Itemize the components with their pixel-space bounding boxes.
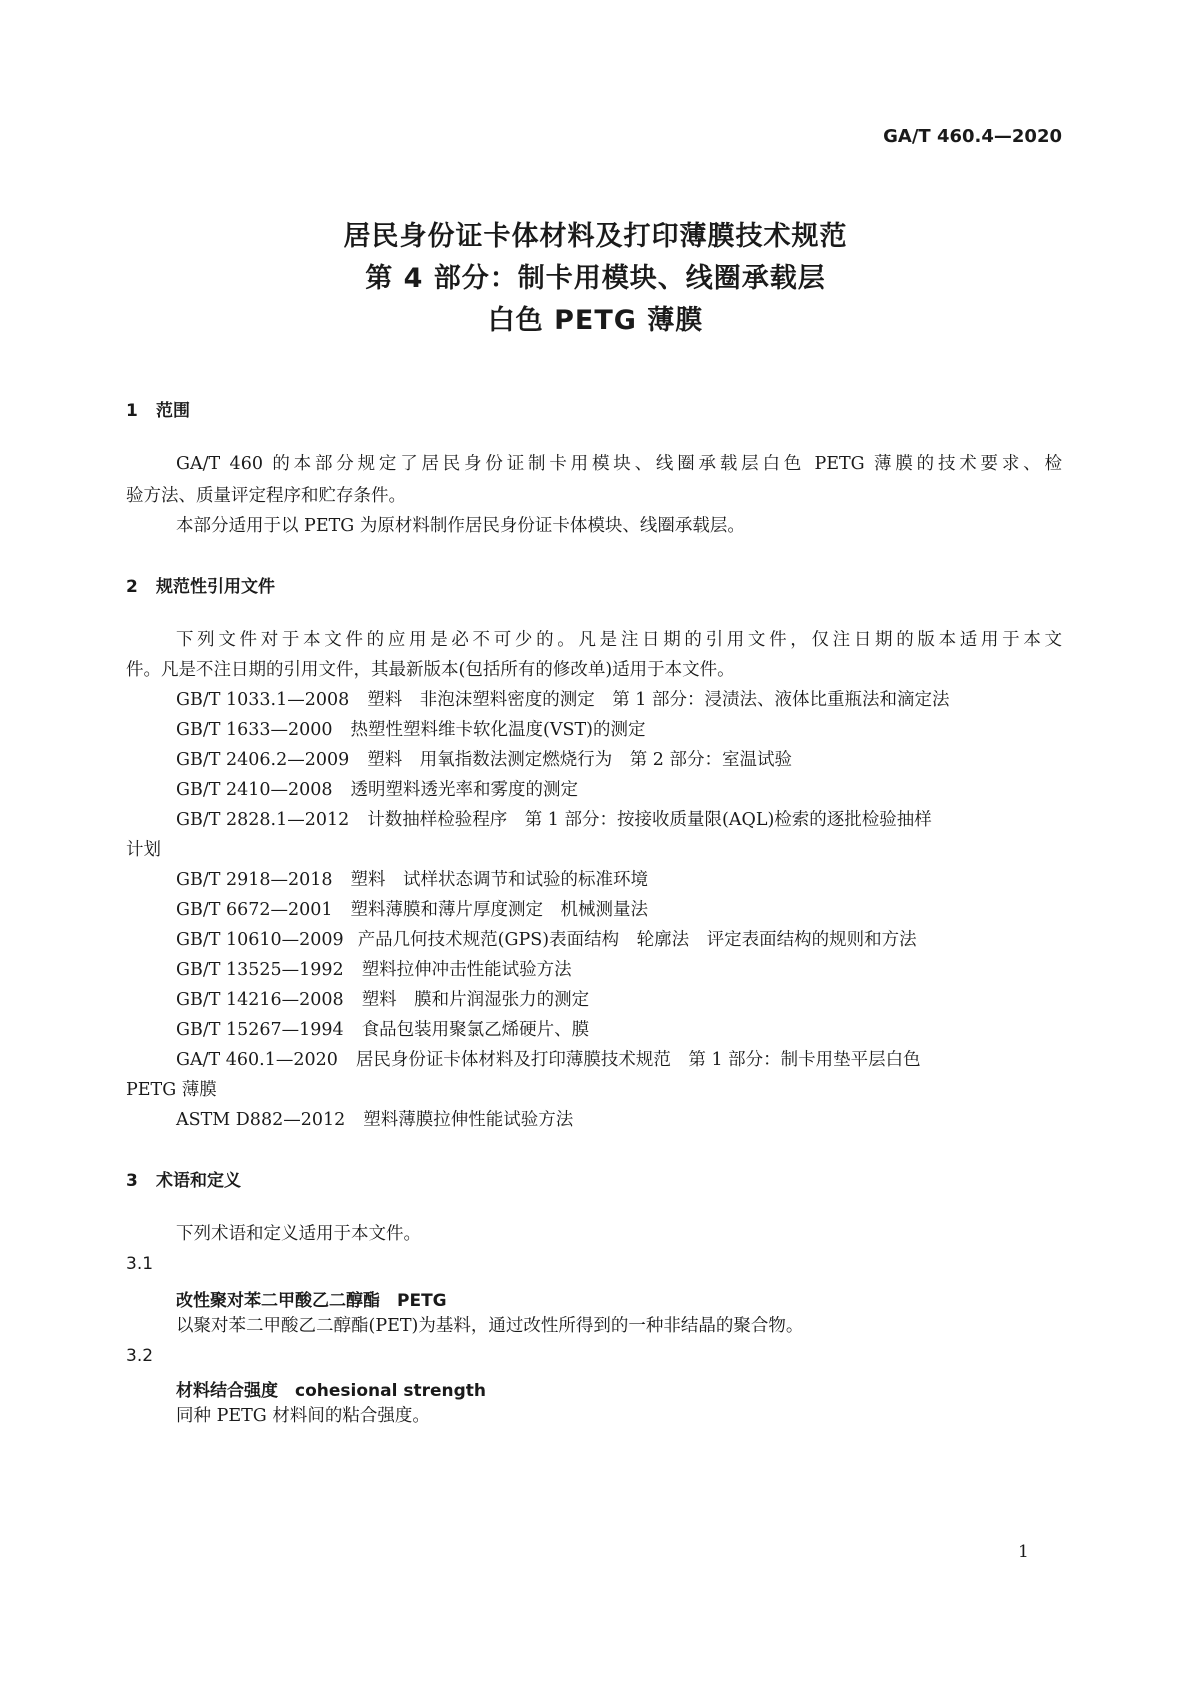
scope-paragraph-line-1: GA/T 460 的本部分规定了居民身份证制卡用模块、线圈承载层白色 PETG 薄膜的技术要求、检	[176, 454, 1062, 474]
reference-title: 产品几何技术规范(GPS)表面结构 轮廓法 评定表面结构的规则和方法	[357, 930, 917, 950]
section-number: 1	[126, 401, 138, 421]
reference-continuation: 计划	[126, 840, 161, 860]
reference-item	[176, 984, 589, 1016]
reference-code: GB/T 1033.1—2008	[176, 690, 350, 710]
scope-applicability: 本部分适用于以 PETG 为原材料制作居民身份证卡体模块、线圈承载层。	[176, 516, 745, 536]
scope-paragraph-line-2: 验方法、质量评定程序和贮存条件。	[126, 486, 406, 506]
references-intro-line-2: 件。凡是不注日期的引用文件，其最新版本(包括所有的修改单)适用于本文件。	[126, 660, 735, 680]
reference-item	[176, 684, 950, 716]
reference-code: GB/T 1633—2000	[176, 720, 333, 740]
reference-item	[176, 774, 578, 806]
reference-item	[176, 1044, 921, 1076]
reference-title: 塑料 试样状态调节和试验的标准环境	[350, 870, 649, 890]
reference-title: 塑料 膜和片润湿张力的测定	[361, 990, 590, 1010]
reference-title: 计数抽样检验程序 第 1 部分：按接收质量限(AQL)检索的逐批检验抽样	[367, 810, 932, 830]
reference-code: GB/T 14216—2008	[176, 990, 344, 1010]
reference-title: 塑料薄膜拉伸性能试验方法	[363, 1110, 574, 1130]
reference-code: GB/T 15267—1994	[176, 1020, 344, 1040]
section-title: 规范性引用文件	[156, 577, 275, 597]
reference-continuation: PETG 薄膜	[126, 1080, 217, 1100]
reference-code: GB/T 10610—2009	[176, 930, 344, 950]
reference-code: GB/T 13525—1992	[176, 960, 344, 980]
doc-title-line-1: 居民身份证卡体材料及打印薄膜技术规范	[343, 221, 848, 252]
reference-code: GB/T 2828.1—2012	[176, 810, 350, 830]
doc-title-line-3: 白色 PETG 薄膜	[487, 305, 704, 336]
section-2-heading	[126, 572, 275, 597]
reference-item	[176, 714, 646, 746]
term-definition: 同种 PETG 材料间的粘合强度。	[176, 1406, 430, 1426]
term-definition: 以聚对苯二甲酸乙二醇酯(PET)为基料，通过改性所得到的一种非结晶的聚合物。	[176, 1316, 804, 1336]
references-intro-line-1: 下列文件对于本文件的应用是必不可少的。凡是注日期的引用文件，仅注日期的版本适用于本文	[176, 630, 1062, 650]
reference-code: ASTM D882—2012	[176, 1110, 346, 1130]
reference-item	[176, 894, 648, 926]
term-name: 材料结合强度 cohesional strength	[176, 1381, 486, 1401]
reference-code: GB/T 2918—2018	[176, 870, 333, 890]
reference-title: 塑料 用氧指数法测定燃烧行为 第 2 部分：室温试验	[367, 750, 793, 770]
reference-code: GB/T 6672—2001	[176, 900, 333, 920]
reference-title: 居民身份证卡体材料及打印薄膜技术规范 第 1 部分：制卡用垫平层白色	[355, 1050, 921, 1070]
reference-code: GB/T 2406.2—2009	[176, 750, 350, 770]
reference-item	[176, 1014, 589, 1046]
section-title: 范围	[156, 401, 190, 421]
doc-title-line-2: 第 4 部分：制卡用模块、线圈承载层	[365, 263, 826, 294]
section-3-heading	[126, 1166, 241, 1191]
term-name: 改性聚对苯二甲酸乙二醇酯 PETG	[176, 1291, 447, 1311]
reference-title: 食品包装用聚氯乙烯硬片、膜	[361, 1020, 590, 1040]
section-number: 3	[126, 1171, 138, 1191]
reference-title: 透明塑料透光率和雾度的测定	[350, 780, 579, 800]
reference-item	[176, 1104, 573, 1136]
reference-item	[176, 954, 572, 986]
reference-item	[176, 864, 648, 896]
term-number: 3.1	[126, 1254, 154, 1274]
reference-code: GA/T 460.1—2020	[176, 1050, 338, 1070]
page-number: 1	[1018, 1542, 1029, 1562]
term-number: 3.2	[126, 1346, 154, 1366]
reference-title: 塑料 非泡沫塑料密度的测定 第 1 部分：浸渍法、液体比重瓶法和滴定法	[367, 690, 950, 710]
section-1-heading	[126, 396, 190, 421]
section-title: 术语和定义	[156, 1171, 241, 1191]
reference-code: GB/T 2410—2008	[176, 780, 333, 800]
reference-title: 塑料拉伸冲击性能试验方法	[361, 960, 572, 980]
terms-intro: 下列术语和定义适用于本文件。	[176, 1224, 421, 1244]
reference-title: 塑料薄膜和薄片厚度测定 机械测量法	[350, 900, 649, 920]
section-number: 2	[126, 577, 138, 597]
reference-item	[176, 744, 792, 776]
reference-title: 热塑性塑料维卡软化温度(VST)的测定	[350, 720, 646, 740]
standard-code: GA/T 460.4—2020	[883, 126, 1062, 147]
reference-item	[176, 924, 917, 956]
reference-item	[176, 804, 932, 836]
